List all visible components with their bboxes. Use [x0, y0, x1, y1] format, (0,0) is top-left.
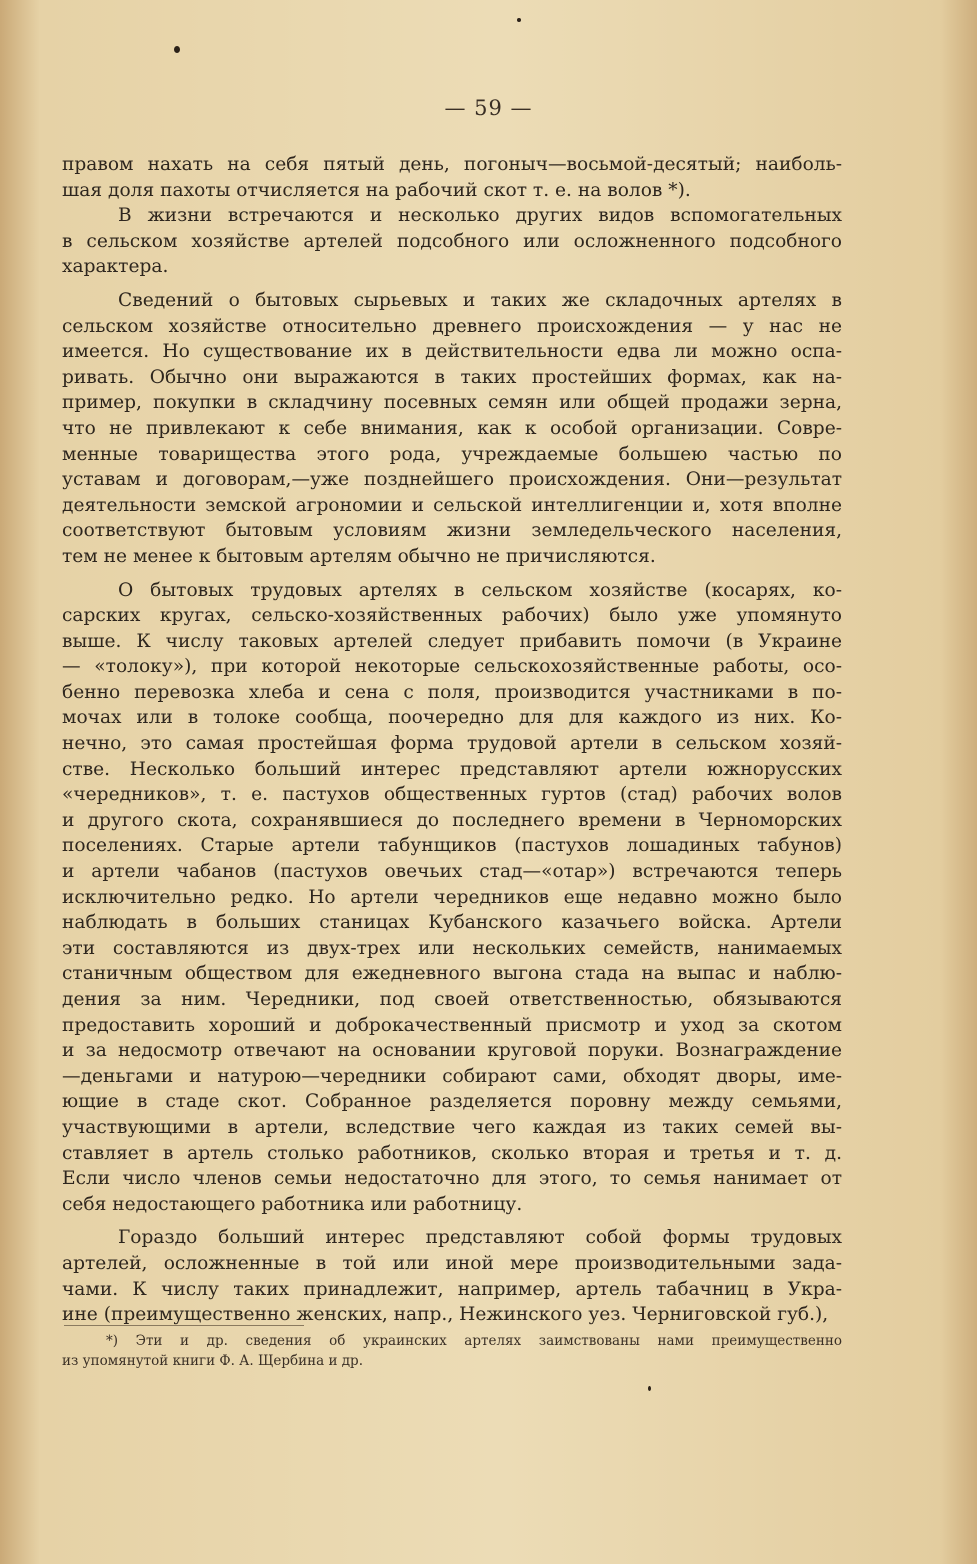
paragraph-gap	[62, 280, 842, 288]
text-line: эти составляются из двух-трех или нескольких семейств, нанимаемых	[62, 937, 842, 959]
text-line: что не привлекают к себе внимания, как к особой организации. Совре-	[62, 417, 842, 439]
text-line: Если число членов семьи недостаточно для этого, то семья нанимает от	[62, 1168, 842, 1190]
text-line: Сведений о бытовых сырьевых и таких же складочных артелях в	[118, 289, 842, 311]
text-line: О бытовых трудовых артелях в сельском хозяйстве (косарях, ко-	[118, 579, 842, 601]
ink-spot	[174, 46, 180, 53]
text-line: мочах или в толоке сообща, поочередно для для каждого из них. Ко-	[62, 707, 842, 729]
text-line: — «толоку»), при которой некоторые сельскохозяйственные работы, осо-	[62, 656, 842, 678]
text-line: в сельском хозяйстве артелей подсобного или осложненного подсобного	[62, 230, 842, 252]
paragraph	[62, 288, 842, 570]
text-line: «чередников», т. е. пастухов общественных гуртов (стад) рабочих волов	[62, 784, 842, 806]
footnote-line: из упомянутой книги Ф. А. Щербина и др.	[62, 1353, 363, 1369]
text-line: менные товарищества этого рода, учреждаемые большею частью по	[62, 443, 842, 465]
footnote-divider	[64, 1325, 304, 1326]
text-line: деятельности земской агрономии и сельской интеллигенции и, хотя вполне	[62, 494, 842, 516]
footnote	[62, 1331, 842, 1371]
ink-spot	[517, 18, 521, 22]
text-line: В жизни встречаются и несколько других видов вспомогательных	[118, 205, 842, 227]
text-line: станичным обществом для ежедневного выгона стада на выпас и наблю-	[62, 963, 842, 985]
text-line: выше. К числу таковых артелей следует прибавить помочи (в Украине	[62, 630, 842, 652]
text-line: уставам и договорам,—уже позднейшего происхождения. Они—результат	[62, 469, 842, 491]
text-line: и артели чабанов (пастухов овечьих стад—«отар») встречаются теперь	[62, 861, 842, 883]
text-line: нечно, это самая простейшая форма трудовой артели в сельском хозяй-	[62, 733, 842, 755]
text-line: стве. Несколько больший интерес представляют артели южнорусских	[62, 758, 842, 780]
text-line: тем не менее к бытовым артелям обычно не причисляются.	[62, 545, 656, 567]
text-line: и за недосмотр отвечают на основании круговой поруки. Вознаграждение	[62, 1040, 842, 1062]
text-line: сарских кругах, сельско-хозяйственных рабочих) было уже упомянуто	[62, 605, 842, 627]
paragraph	[62, 203, 842, 280]
text-line: себя недостающего работника или работницу.	[62, 1193, 523, 1215]
text-line: предоставить хороший и доброкачественный присмотр и уход за скотом	[62, 1014, 842, 1036]
text-line: артелей, осложненные в той или иной мере производительными зада-	[62, 1252, 842, 1274]
text-line: правом нахать на себя пятый день, погоныч—восьмой-десятый; наиболь-	[62, 154, 842, 175]
main-text	[62, 152, 842, 1328]
text-line: ине (преимущественно женских, напр., Нежинского уез. Черниговской губ.),	[62, 1304, 829, 1326]
text-line: ющие в стаде скот. Собранное разделяется поровну между семьями,	[62, 1091, 842, 1113]
text-line: исключительно редко. Но артели чередников еще недавно можно было	[62, 886, 842, 908]
text-line: чами. К числу таких принадлежит, например, артель табачниц в Укра-	[62, 1278, 842, 1300]
text-line: сельском хозяйстве относительно древнего происхождения — у нас не	[62, 315, 842, 337]
text-line: пример, покупки в складчину посевных семян или общей продажи зерна,	[62, 392, 842, 414]
text-line: соответствуют бытовым условиям жизни земледельческого населения,	[62, 520, 842, 542]
text-line: наблюдать в больших станицах Кубанского казачьего войска. Артели	[62, 912, 842, 934]
ink-spot	[648, 1386, 651, 1391]
text-line: бенно перевозка хлеба и сена с поля, производится участниками в по-	[62, 681, 842, 703]
text-line: имеется. Но существование их в действительности едва ли можно оспа-	[62, 341, 842, 363]
page-number: — 59 —	[444, 96, 533, 120]
paragraph-gap	[62, 1217, 842, 1225]
footnote-line: *) Эти и др. сведения об украинских артелях заимствованы нами преимущественно	[106, 1333, 842, 1349]
text-line: поселениях. Старые артели табунщиков (пастухов лошадиных табунов)	[62, 835, 842, 857]
text-line: ставляет в артель столько работников, сколько вторая и третья и т. д.	[62, 1142, 842, 1164]
text-line: —деньгами и натурою—чередники собирают сами, обходят дворы, име-	[62, 1065, 842, 1087]
text-line: и другого скота, сохранявшиеся до последнего времени в Черноморских	[62, 809, 842, 831]
text-line: участвующими в артели, вследствие чего каждая из таких семей вы-	[62, 1116, 842, 1138]
text-line: дения за ним. Чередники, под своей ответственностью, обязываются	[62, 989, 842, 1010]
paragraph	[62, 1225, 842, 1327]
text-line: шая доля пахоты отчисляется на рабочий скот т. е. на волов *).	[62, 179, 691, 201]
paragraph	[62, 152, 842, 203]
paragraph-gap	[62, 570, 842, 578]
paragraph	[62, 578, 842, 1218]
text-line: ривать. Обычно они выражаются в таких простейших формах, как на-	[62, 366, 842, 388]
text-line: характера.	[62, 256, 169, 278]
text-line: Гораздо больший интерес представляют собой формы трудовых	[118, 1227, 842, 1249]
